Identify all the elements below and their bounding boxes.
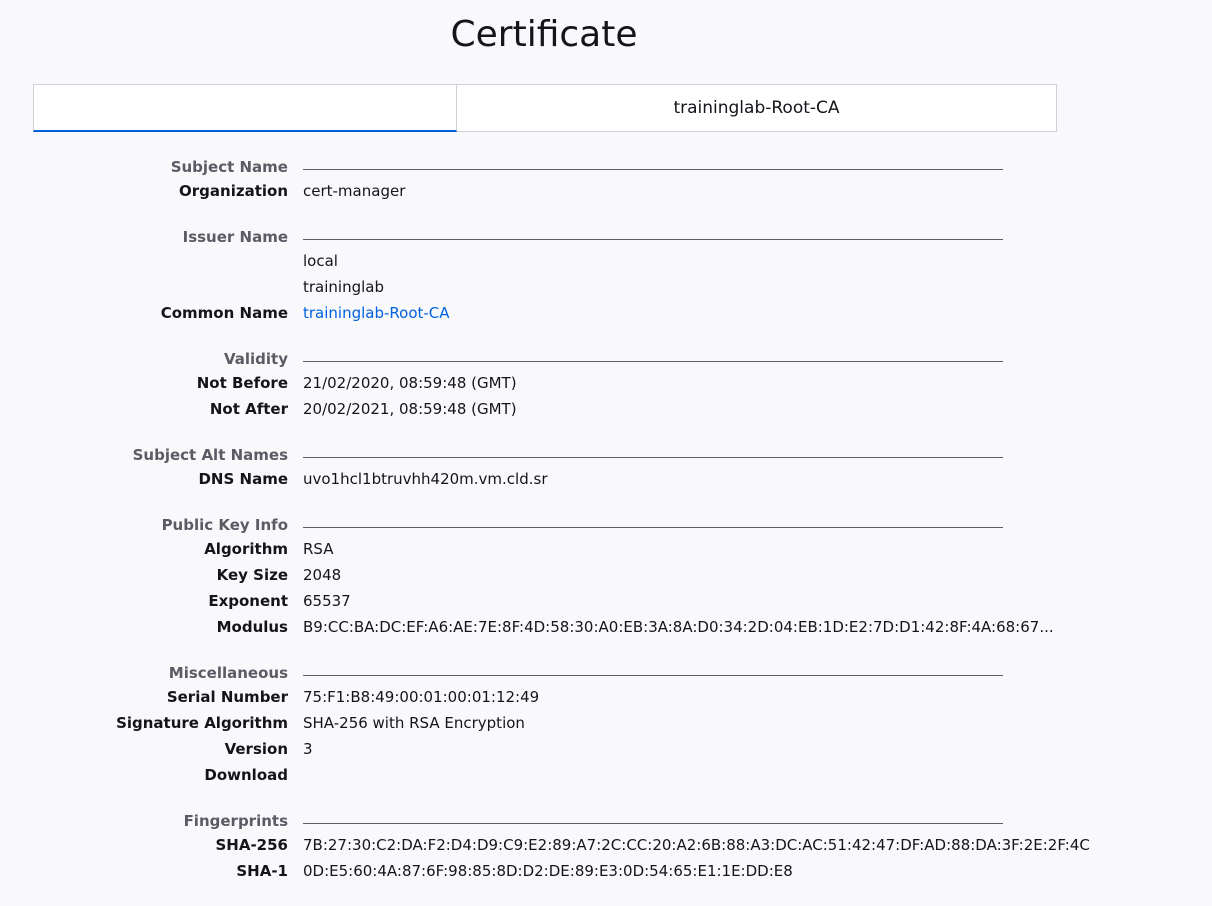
section-divider — [303, 361, 1003, 362]
organization-value: cert-manager — [303, 182, 406, 200]
signature-algorithm-value: SHA-256 with RSA Encryption — [303, 714, 525, 732]
section-divider — [303, 239, 1003, 240]
not-after-value: 20/02/2021, 08:59:48 (GMT) — [303, 400, 517, 418]
issuer-value: traininglab — [303, 278, 384, 296]
section-heading: Miscellaneous — [168, 664, 288, 682]
version-value: 3 — [303, 740, 313, 758]
dns-name-value: uvo1hcl1btruvhh420m.vm.cld.sr — [303, 470, 548, 488]
field-label: Not Before — [196, 374, 288, 392]
field-label: Serial Number — [166, 688, 288, 706]
not-before-value: 21/02/2020, 08:59:48 (GMT) — [303, 374, 517, 392]
field-label: SHA-1 — [236, 862, 288, 880]
section-divider — [303, 457, 1003, 458]
miscellaneous-section — [0, 662, 1212, 788]
section-heading: Subject Alt Names — [132, 446, 288, 464]
field-label: Exponent — [208, 592, 288, 610]
section-divider — [303, 527, 1003, 528]
issuer-name-section — [0, 226, 1212, 326]
field-label: SHA-256 — [215, 836, 288, 854]
algorithm-value: RSA — [303, 540, 334, 558]
field-label: Algorithm — [204, 540, 288, 558]
download-label: Download — [204, 766, 288, 784]
fingerprints-section — [0, 810, 1212, 884]
tab-certificate-2[interactable]: traininglab-Root-CA — [457, 84, 1057, 132]
section-heading: Fingerprints — [183, 812, 288, 830]
sha1-value: 0D:E5:60:4A:87:6F:98:85:8D:D2:DE:89:E3:0D:54:65:E1:1E:DD:E8 — [303, 862, 793, 880]
modulus-value: B9:CC:BA:DC:EF:A6:AE:7E:8F:4D:58:30:A0:EB:3A:8A:D0:34:2D:04:EB:1D:E2:7D:D1:42:8F:4A:68:67... — [303, 618, 1054, 636]
section-heading: Public Key Info — [161, 516, 288, 534]
certificate-details — [0, 156, 1212, 906]
public-key-info-section — [0, 514, 1212, 640]
field-label: Not After — [209, 400, 288, 418]
certificate-tabs — [33, 84, 1057, 132]
key-size-value: 2048 — [303, 566, 342, 584]
subject-alt-names-section — [0, 444, 1212, 492]
issuer-value: local — [303, 252, 338, 270]
section-heading: Subject Name — [170, 158, 288, 176]
section-divider — [303, 169, 1003, 170]
field-label: DNS Name — [198, 470, 288, 488]
page-title: Certificate — [450, 14, 638, 55]
exponent-value: 65537 — [303, 592, 351, 610]
sha256-value: 7B:27:30:C2:DA:F2:D4:D9:C9:E2:89:A7:2C:CC:20:A2:6B:88:A3:DC:AC:51:42:47:DF:AD:88:DA:3F:2E:2F:4C — [303, 836, 1090, 854]
section-divider — [303, 823, 1003, 824]
serial-number-value: 75:F1:B8:49:00:01:00:01:12:49 — [303, 688, 540, 706]
field-label: Organization — [179, 182, 288, 200]
subject-name-section — [0, 156, 1212, 204]
validity-section — [0, 348, 1212, 422]
field-label: Common Name — [160, 304, 288, 322]
issuer-common-name-link[interactable]: traininglab-Root-CA — [303, 304, 450, 322]
tab-certificate-1[interactable] — [33, 84, 457, 132]
field-label: Key Size — [216, 566, 288, 584]
field-label: Modulus — [216, 618, 288, 636]
field-label: Signature Algorithm — [116, 714, 288, 732]
section-heading: Validity — [223, 350, 288, 368]
section-heading: Issuer Name — [182, 228, 288, 246]
field-label: Version — [224, 740, 288, 758]
section-divider — [303, 675, 1003, 676]
